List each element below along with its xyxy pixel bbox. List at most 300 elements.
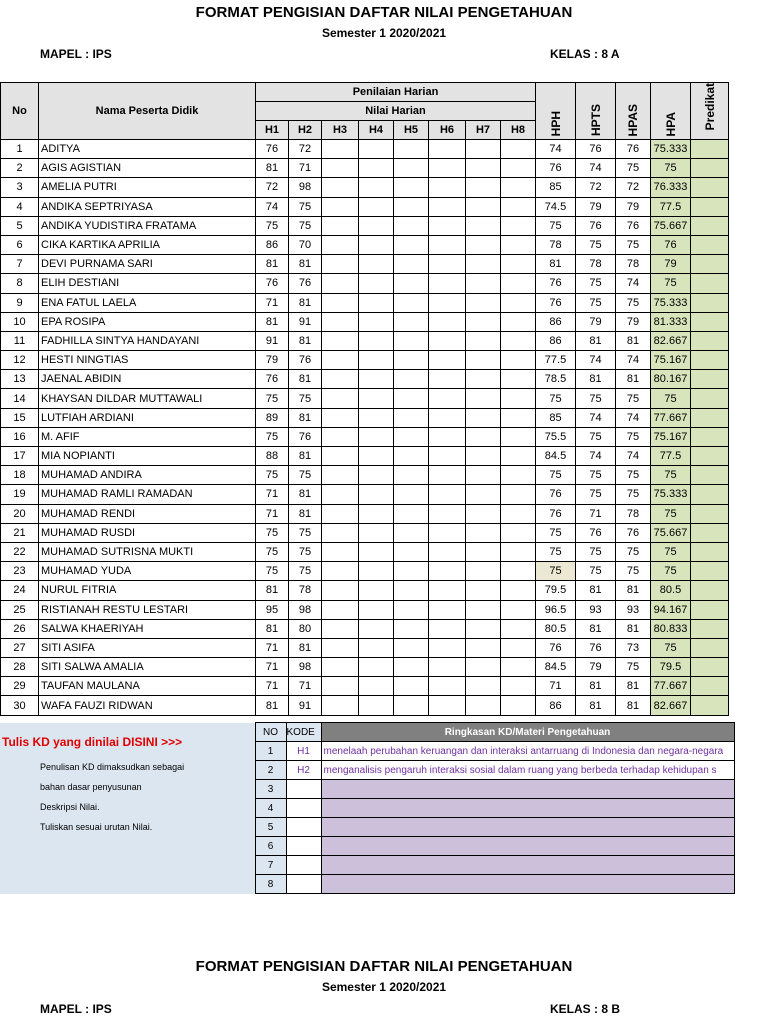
table-row: [1, 542, 729, 561]
score-predikat[interactable]: [691, 677, 729, 696]
kd-row-text[interactable]: menelaah perubahan keruangan dan interaksi antarruang di Indonesia dan negara-negara: [321, 742, 734, 761]
score-h5[interactable]: [394, 331, 429, 350]
score-h6[interactable]: [429, 331, 466, 350]
score-h3[interactable]: [322, 619, 359, 638]
score-h6[interactable]: [429, 447, 466, 466]
score-h6[interactable]: [429, 581, 466, 600]
score-h8[interactable]: [501, 542, 536, 561]
score-h7[interactable]: [466, 504, 501, 523]
score-hpa: 75.167: [651, 427, 691, 446]
table-row: [1, 581, 729, 600]
score-h7[interactable]: [466, 370, 501, 389]
table-row: [1, 638, 729, 657]
score-h5[interactable]: [394, 216, 429, 235]
score-predikat[interactable]: [691, 447, 729, 466]
score-h5[interactable]: [394, 408, 429, 427]
score-h5[interactable]: [394, 638, 429, 657]
score-h8[interactable]: [501, 140, 536, 159]
score-h7[interactable]: [466, 235, 501, 254]
score-h6[interactable]: [429, 523, 466, 542]
score-hpts: 76: [576, 140, 616, 159]
score-h7[interactable]: [466, 447, 501, 466]
student-no: 28: [1, 658, 39, 677]
score-h5[interactable]: [394, 523, 429, 542]
score-h8[interactable]: [501, 293, 536, 312]
score-h8[interactable]: [501, 351, 536, 370]
score-h3[interactable]: [322, 274, 359, 293]
score-predikat[interactable]: [691, 331, 729, 350]
score-h8[interactable]: [501, 427, 536, 446]
score-h7[interactable]: [466, 389, 501, 408]
score-h8[interactable]: [501, 696, 536, 715]
score-h5[interactable]: [394, 235, 429, 254]
score-h7[interactable]: [466, 523, 501, 542]
score-h7[interactable]: [466, 485, 501, 504]
score-h7[interactable]: [466, 274, 501, 293]
score-h8[interactable]: [501, 197, 536, 216]
score-h5[interactable]: [394, 427, 429, 446]
score-h3[interactable]: [322, 331, 359, 350]
score-h5[interactable]: [394, 542, 429, 561]
score-hpas: 81: [616, 370, 651, 389]
score-h3[interactable]: [322, 581, 359, 600]
header-penilaian-harian: Penilaian Harian: [256, 83, 536, 102]
score-h7[interactable]: [466, 542, 501, 561]
score-h6[interactable]: [429, 504, 466, 523]
score-h8[interactable]: [501, 331, 536, 350]
score-h7[interactable]: [466, 331, 501, 350]
score-h6[interactable]: [429, 696, 466, 715]
score-h7[interactable]: [466, 312, 501, 331]
score-h8[interactable]: [501, 216, 536, 235]
student-no: 13: [1, 370, 39, 389]
score-h3[interactable]: [322, 600, 359, 619]
score-h4[interactable]: [359, 638, 394, 657]
score-h4[interactable]: [359, 274, 394, 293]
score-predikat[interactable]: [691, 658, 729, 677]
score-hph: 76: [536, 159, 576, 178]
score-h8[interactable]: [501, 600, 536, 619]
score-h5[interactable]: [394, 312, 429, 331]
table-row: [1, 466, 729, 485]
score-h4[interactable]: [359, 466, 394, 485]
score-h1: 71: [256, 293, 289, 312]
score-h8[interactable]: [501, 178, 536, 197]
score-h3[interactable]: [322, 408, 359, 427]
header-h3: H3: [322, 121, 359, 140]
score-h7[interactable]: [466, 197, 501, 216]
score-h1: 72: [256, 178, 289, 197]
score-h8[interactable]: [501, 408, 536, 427]
score-h3[interactable]: [322, 293, 359, 312]
score-h5[interactable]: [394, 370, 429, 389]
score-h3[interactable]: [322, 562, 359, 581]
score-h5[interactable]: [394, 274, 429, 293]
score-h8[interactable]: [501, 562, 536, 581]
score-h6[interactable]: [429, 197, 466, 216]
score-h4[interactable]: [359, 600, 394, 619]
score-h6[interactable]: [429, 466, 466, 485]
kd-row-no: 8: [255, 875, 286, 894]
score-h2: 98: [289, 658, 322, 677]
score-predikat[interactable]: [691, 600, 729, 619]
table-row: [1, 485, 729, 504]
score-h5[interactable]: [394, 255, 429, 274]
kd-row-text[interactable]: [321, 837, 734, 856]
score-h4[interactable]: [359, 351, 394, 370]
score-h3[interactable]: [322, 466, 359, 485]
score-hpa: 77.667: [651, 408, 691, 427]
score-h8[interactable]: [501, 677, 536, 696]
score-h7[interactable]: [466, 140, 501, 159]
score-h3[interactable]: [322, 677, 359, 696]
score-h5[interactable]: [394, 562, 429, 581]
score-h5[interactable]: [394, 140, 429, 159]
score-h3[interactable]: [322, 178, 359, 197]
score-predikat[interactable]: [691, 216, 729, 235]
score-h3[interactable]: [322, 427, 359, 446]
score-predikat[interactable]: [691, 562, 729, 581]
score-h7[interactable]: [466, 581, 501, 600]
score-h6[interactable]: [429, 370, 466, 389]
score-h8[interactable]: [501, 274, 536, 293]
student-no: 21: [1, 523, 39, 542]
score-h3[interactable]: [322, 504, 359, 523]
score-h4[interactable]: [359, 677, 394, 696]
kd-header-kode: KODE: [286, 723, 321, 742]
score-h8[interactable]: [501, 235, 536, 254]
score-predikat[interactable]: [691, 178, 729, 197]
kd-row-no: 1: [255, 742, 286, 761]
score-h6[interactable]: [429, 408, 466, 427]
score-h4[interactable]: [359, 389, 394, 408]
semester-label: Semester 1 2020/2021: [321, 26, 447, 40]
kd-row-code[interactable]: [286, 837, 321, 856]
score-h6[interactable]: [429, 274, 466, 293]
score-h4[interactable]: [359, 658, 394, 677]
score-h3[interactable]: [322, 235, 359, 254]
score-predikat[interactable]: [691, 408, 729, 427]
score-h7[interactable]: [466, 408, 501, 427]
student-no: 22: [1, 542, 39, 561]
score-h4[interactable]: [359, 542, 394, 561]
kd-row-text[interactable]: [321, 818, 734, 837]
score-h6[interactable]: [429, 485, 466, 504]
score-h7[interactable]: [466, 562, 501, 581]
score-h3[interactable]: [322, 370, 359, 389]
score-h7[interactable]: [466, 178, 501, 197]
score-h7[interactable]: [466, 216, 501, 235]
kd-row-code[interactable]: [286, 818, 321, 837]
score-h6[interactable]: [429, 600, 466, 619]
score-h4[interactable]: [359, 178, 394, 197]
score-hpas: 81: [616, 581, 651, 600]
score-h6[interactable]: [429, 235, 466, 254]
score-h4[interactable]: [359, 447, 394, 466]
score-predikat[interactable]: [691, 293, 729, 312]
score-h3[interactable]: [322, 312, 359, 331]
score-h3[interactable]: [322, 216, 359, 235]
score-h6[interactable]: [429, 140, 466, 159]
score-predikat[interactable]: [691, 542, 729, 561]
score-hpas: 72: [616, 178, 651, 197]
score-hpas: 81: [616, 619, 651, 638]
score-h8[interactable]: [501, 581, 536, 600]
score-predikat[interactable]: [691, 255, 729, 274]
score-predikat[interactable]: [691, 159, 729, 178]
score-predikat[interactable]: [691, 312, 729, 331]
score-h8[interactable]: [501, 638, 536, 657]
score-predikat[interactable]: [691, 485, 729, 504]
kd-row-code[interactable]: H1: [286, 742, 321, 761]
score-h3[interactable]: [322, 140, 359, 159]
score-h5[interactable]: [394, 696, 429, 715]
score-predikat[interactable]: [691, 389, 729, 408]
score-h2: 91: [289, 312, 322, 331]
score-predikat[interactable]: [691, 504, 729, 523]
score-predikat[interactable]: [691, 351, 729, 370]
kd-row-text[interactable]: [321, 856, 734, 875]
score-hpts: 74: [576, 447, 616, 466]
score-predikat[interactable]: [691, 140, 729, 159]
score-h4[interactable]: [359, 370, 394, 389]
score-h8[interactable]: [501, 370, 536, 389]
kd-row-code[interactable]: [286, 799, 321, 818]
score-h8[interactable]: [501, 447, 536, 466]
kd-row-code[interactable]: [286, 780, 321, 799]
kd-row-no: 4: [255, 799, 286, 818]
score-h3[interactable]: [322, 542, 359, 561]
score-h3[interactable]: [322, 197, 359, 216]
student-no: 16: [1, 427, 39, 446]
score-h6[interactable]: [429, 658, 466, 677]
table-row: [1, 389, 729, 408]
kd-row-code[interactable]: H2: [286, 761, 321, 780]
header-h2: H2: [289, 121, 322, 140]
score-h7[interactable]: [466, 638, 501, 657]
score-hpas: 75: [616, 159, 651, 178]
score-h7[interactable]: [466, 351, 501, 370]
score-predikat[interactable]: [691, 235, 729, 254]
score-h4[interactable]: [359, 140, 394, 159]
score-h4[interactable]: [359, 504, 394, 523]
kd-row-code[interactable]: [286, 875, 321, 894]
student-no: 1: [1, 140, 39, 159]
header-h5: H5: [394, 121, 429, 140]
score-h8[interactable]: [501, 466, 536, 485]
score-predikat[interactable]: [691, 581, 729, 600]
kelas-label: KELAS : 8 A: [550, 47, 620, 61]
score-h4[interactable]: [359, 197, 394, 216]
score-h6[interactable]: [429, 677, 466, 696]
score-h4[interactable]: [359, 159, 394, 178]
score-h6[interactable]: [429, 293, 466, 312]
score-predikat[interactable]: [691, 466, 729, 485]
score-h6[interactable]: [429, 638, 466, 657]
score-predikat[interactable]: [691, 427, 729, 446]
table-row: [1, 312, 729, 331]
score-h5[interactable]: [394, 178, 429, 197]
student-no: 20: [1, 504, 39, 523]
score-h6[interactable]: [429, 178, 466, 197]
score-h8[interactable]: [501, 619, 536, 638]
score-h7[interactable]: [466, 159, 501, 178]
score-h6[interactable]: [429, 351, 466, 370]
score-h7[interactable]: [466, 696, 501, 715]
score-predikat[interactable]: [691, 619, 729, 638]
score-h7[interactable]: [466, 600, 501, 619]
student-no: 5: [1, 216, 39, 235]
score-h6[interactable]: [429, 389, 466, 408]
score-hpas: 78: [616, 504, 651, 523]
score-h3[interactable]: [322, 351, 359, 370]
score-h3[interactable]: [322, 696, 359, 715]
table-row: [1, 447, 729, 466]
score-hpa: 75: [651, 562, 691, 581]
table-row: [1, 178, 729, 197]
score-h4[interactable]: [359, 255, 394, 274]
score-predikat[interactable]: [691, 523, 729, 542]
kd-note: Penulisan KD dimaksudkan sebagai: [40, 761, 185, 772]
student-name: WAFA FAUZI RIDWAN: [39, 696, 256, 715]
score-h6[interactable]: [429, 427, 466, 446]
score-h3[interactable]: [322, 255, 359, 274]
score-h4[interactable]: [359, 408, 394, 427]
score-h7[interactable]: [466, 293, 501, 312]
score-predikat[interactable]: [691, 370, 729, 389]
score-hpts: 75: [576, 274, 616, 293]
score-h5[interactable]: [394, 447, 429, 466]
kd-row-no: 3: [255, 780, 286, 799]
score-h3[interactable]: [322, 447, 359, 466]
score-h4[interactable]: [359, 696, 394, 715]
score-h1: 75: [256, 523, 289, 542]
score-h4[interactable]: [359, 235, 394, 254]
score-h5[interactable]: [394, 466, 429, 485]
score-h7[interactable]: [466, 427, 501, 446]
score-predikat[interactable]: [691, 696, 729, 715]
score-h6[interactable]: [429, 619, 466, 638]
score-h4[interactable]: [359, 312, 394, 331]
kd-row-text[interactable]: [321, 780, 734, 799]
score-h7[interactable]: [466, 619, 501, 638]
score-hpa: 75: [651, 466, 691, 485]
score-h4[interactable]: [359, 619, 394, 638]
score-h5[interactable]: [394, 389, 429, 408]
score-h5[interactable]: [394, 197, 429, 216]
score-h7[interactable]: [466, 677, 501, 696]
kd-row-text[interactable]: [321, 875, 734, 894]
score-h5[interactable]: [394, 658, 429, 677]
header-predikat: Predikat: [702, 83, 717, 131]
kd-row-text[interactable]: [321, 799, 734, 818]
score-h4[interactable]: [359, 562, 394, 581]
score-hpts: 76: [576, 216, 616, 235]
score-h8[interactable]: [501, 485, 536, 504]
score-h8[interactable]: [501, 389, 536, 408]
score-h5[interactable]: [394, 619, 429, 638]
score-hpas: 74: [616, 447, 651, 466]
student-name: MUHAMAD RUSDI: [39, 523, 256, 542]
score-hpa: 82.667: [651, 331, 691, 350]
score-hpa: 75: [651, 389, 691, 408]
score-h8[interactable]: [501, 504, 536, 523]
score-h4[interactable]: [359, 581, 394, 600]
score-h6[interactable]: [429, 562, 466, 581]
kd-row-code[interactable]: [286, 856, 321, 875]
score-h6[interactable]: [429, 312, 466, 331]
score-hpa: 80.5: [651, 581, 691, 600]
student-name: JAENAL ABIDIN: [39, 370, 256, 389]
score-h5[interactable]: [394, 159, 429, 178]
score-h3[interactable]: [322, 389, 359, 408]
score-hpts: 75: [576, 389, 616, 408]
score-hpas: 74: [616, 408, 651, 427]
score-h2: 75: [289, 216, 322, 235]
score-hpas: 93: [616, 600, 651, 619]
score-h5[interactable]: [394, 351, 429, 370]
score-h4[interactable]: [359, 293, 394, 312]
score-h1: 71: [256, 504, 289, 523]
score-h8[interactable]: [501, 312, 536, 331]
score-h6[interactable]: [429, 255, 466, 274]
score-h5[interactable]: [394, 485, 429, 504]
score-h7[interactable]: [466, 658, 501, 677]
score-hph: 77.5: [536, 351, 576, 370]
score-h7[interactable]: [466, 255, 501, 274]
student-name: LUTFIAH ARDIANI: [39, 408, 256, 427]
score-hpas: 81: [616, 677, 651, 696]
score-h3[interactable]: [322, 638, 359, 657]
score-predikat[interactable]: [691, 274, 729, 293]
score-h8[interactable]: [501, 255, 536, 274]
table-row: [1, 696, 729, 715]
score-h8[interactable]: [501, 523, 536, 542]
score-h8[interactable]: [501, 159, 536, 178]
score-h3[interactable]: [322, 159, 359, 178]
score-h4[interactable]: [359, 485, 394, 504]
score-h3[interactable]: [322, 658, 359, 677]
student-no: 25: [1, 600, 39, 619]
score-h7[interactable]: [466, 466, 501, 485]
score-predikat[interactable]: [691, 197, 729, 216]
score-predikat[interactable]: [691, 638, 729, 657]
score-h3[interactable]: [322, 485, 359, 504]
score-h6[interactable]: [429, 542, 466, 561]
score-h6[interactable]: [429, 159, 466, 178]
score-h5[interactable]: [394, 581, 429, 600]
score-h5[interactable]: [394, 600, 429, 619]
score-hpa: 75.667: [651, 523, 691, 542]
score-h4[interactable]: [359, 331, 394, 350]
score-h8[interactable]: [501, 658, 536, 677]
score-hpa: 75.333: [651, 485, 691, 504]
kd-row-text[interactable]: menganalisis pengaruh interaksi sosial dalam ruang yang berbeda terhadap kehidupan s: [321, 761, 734, 780]
score-h3[interactable]: [322, 523, 359, 542]
score-h4[interactable]: [359, 216, 394, 235]
score-h5[interactable]: [394, 677, 429, 696]
kelas-label-2: KELAS : 8 B: [550, 1002, 621, 1016]
score-h6[interactable]: [429, 216, 466, 235]
score-h4[interactable]: [359, 427, 394, 446]
score-h5[interactable]: [394, 504, 429, 523]
score-h4[interactable]: [359, 523, 394, 542]
score-hph: 85: [536, 178, 576, 197]
score-h5[interactable]: [394, 293, 429, 312]
score-hph: 78: [536, 235, 576, 254]
score-h2: 71: [289, 677, 322, 696]
score-h2: 80: [289, 619, 322, 638]
